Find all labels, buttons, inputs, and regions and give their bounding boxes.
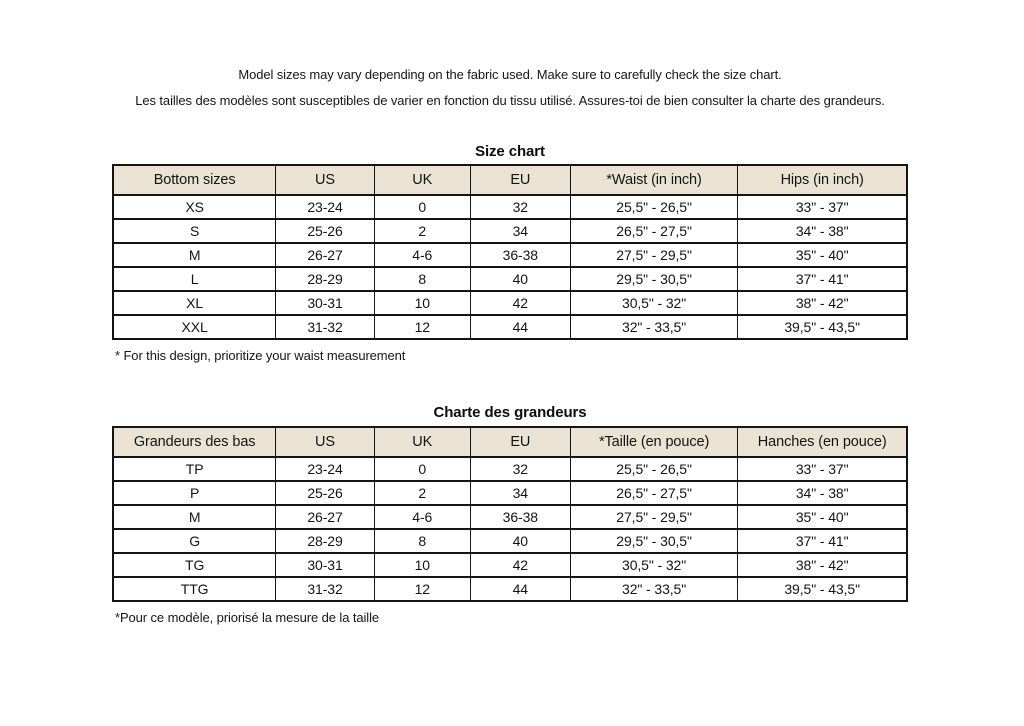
table-cell: 29,5" - 30,5": [570, 267, 738, 291]
table-cell: 39,5" - 43,5": [738, 577, 907, 601]
table-cell: 31-32: [276, 577, 374, 601]
table-cell: P: [113, 481, 276, 505]
table-cell: 4-6: [374, 505, 470, 529]
table-row: [113, 577, 907, 601]
table-cell: 37" - 41": [738, 267, 907, 291]
table-cell: 32: [470, 457, 570, 481]
table-cell: 36-38: [470, 505, 570, 529]
table-cell: S: [113, 219, 276, 243]
size-chart-en-table: [112, 164, 908, 340]
table-cell: 12: [374, 315, 470, 339]
table-cell: 27,5" - 29,5": [570, 505, 738, 529]
table-cell: M: [113, 243, 276, 267]
table-cell: 32" - 33,5": [570, 577, 738, 601]
table-cell: 38" - 42": [738, 291, 907, 315]
table-cell: M: [113, 505, 276, 529]
table-cell: 8: [374, 529, 470, 553]
size-chart-en-footnote: * For this design, prioritize your waist measurement: [115, 348, 406, 363]
column-header: UK: [374, 427, 470, 457]
table-cell: 30,5" - 32": [570, 553, 738, 577]
column-header: Hanches (en pouce): [738, 427, 907, 457]
table-cell: 30,5" - 32": [570, 291, 738, 315]
table-cell: 23-24: [276, 195, 374, 219]
column-header: Bottom sizes: [113, 165, 276, 195]
table-cell: 23-24: [276, 457, 374, 481]
table-cell: 33" - 37": [738, 457, 907, 481]
table-cell: 42: [470, 291, 570, 315]
table-cell: 33" - 37": [738, 195, 907, 219]
table-cell: 38" - 42": [738, 553, 907, 577]
table-row: [113, 291, 907, 315]
size-chart-en-title: Size chart: [475, 143, 545, 160]
table-cell: 2: [374, 219, 470, 243]
column-header: Grandeurs des bas: [113, 427, 276, 457]
column-header: *Taille (en pouce): [570, 427, 738, 457]
table-cell: TP: [113, 457, 276, 481]
table-cell: G: [113, 529, 276, 553]
content-area: [112, 0, 908, 624]
table-cell: 40: [470, 267, 570, 291]
table-cell: 35" - 40": [738, 505, 907, 529]
table-row: [113, 529, 907, 553]
table-row: [113, 243, 907, 267]
column-header: Hips (in inch): [738, 165, 907, 195]
table-cell: 37" - 41": [738, 529, 907, 553]
column-header: *Waist (in inch): [570, 165, 738, 195]
table-cell: 31-32: [276, 315, 374, 339]
table-cell: 42: [470, 553, 570, 577]
table-cell: 27,5" - 29,5": [570, 243, 738, 267]
table-cell: 44: [470, 315, 570, 339]
table-cell: 25,5" - 26,5": [570, 457, 738, 481]
intro-note-en: Model sizes may vary depending on the fabric used. Make sure to carefully check the size chart.: [238, 67, 782, 82]
table-cell: 25-26: [276, 481, 374, 505]
header-row: [113, 427, 907, 457]
column-header: US: [276, 165, 374, 195]
table-cell: 26,5" - 27,5": [570, 219, 738, 243]
column-header: UK: [374, 165, 470, 195]
table-cell: 4-6: [374, 243, 470, 267]
table-cell: 39,5" - 43,5": [738, 315, 907, 339]
table-cell: TTG: [113, 577, 276, 601]
table-cell: 25-26: [276, 219, 374, 243]
table-cell: 32: [470, 195, 570, 219]
column-header: EU: [470, 165, 570, 195]
column-header: US: [276, 427, 374, 457]
table-cell: 44: [470, 577, 570, 601]
table-cell: 12: [374, 577, 470, 601]
table-cell: 26-27: [276, 505, 374, 529]
table-cell: 34" - 38": [738, 481, 907, 505]
table-cell: 30-31: [276, 553, 374, 577]
table-cell: 35" - 40": [738, 243, 907, 267]
table-cell: XS: [113, 195, 276, 219]
table-cell: 28-29: [276, 529, 374, 553]
intro-note-fr: Les tailles des modèles sont susceptibles de varier en fonction du tissu utilisé. Assures-toi de bien consulter la charte des grandeurs.: [135, 93, 885, 108]
table-cell: 28-29: [276, 267, 374, 291]
table-cell: 10: [374, 553, 470, 577]
table-cell: 30-31: [276, 291, 374, 315]
table-cell: 34: [470, 219, 570, 243]
table-row: [113, 267, 907, 291]
table-cell: 25,5" - 26,5": [570, 195, 738, 219]
table-cell: 40: [470, 529, 570, 553]
table-cell: 36-38: [470, 243, 570, 267]
table-cell: 0: [374, 457, 470, 481]
table-row: [113, 505, 907, 529]
table-cell: 8: [374, 267, 470, 291]
table-cell: L: [113, 267, 276, 291]
table-cell: 29,5" - 30,5": [570, 529, 738, 553]
table-cell: 34" - 38": [738, 219, 907, 243]
table-cell: 10: [374, 291, 470, 315]
table-cell: 32" - 33,5": [570, 315, 738, 339]
table-cell: 0: [374, 195, 470, 219]
table-cell: TG: [113, 553, 276, 577]
column-header: EU: [470, 427, 570, 457]
table-row: [113, 553, 907, 577]
table-cell: 34: [470, 481, 570, 505]
table-row: [113, 219, 907, 243]
size-chart-fr-footnote: *Pour ce modèle, priorisé la mesure de la taille: [115, 610, 379, 625]
table-cell: XL: [113, 291, 276, 315]
size-chart-fr-title: Charte des grandeurs: [433, 404, 587, 421]
table-row: [113, 457, 907, 481]
table-cell: 2: [374, 481, 470, 505]
header-row: [113, 165, 907, 195]
table-row: [113, 481, 907, 505]
table-cell: 26,5" - 27,5": [570, 481, 738, 505]
table-cell: 26-27: [276, 243, 374, 267]
size-chart-fr-table: [112, 426, 908, 602]
table-cell: XXL: [113, 315, 276, 339]
table-row: [113, 315, 907, 339]
table-row: [113, 195, 907, 219]
